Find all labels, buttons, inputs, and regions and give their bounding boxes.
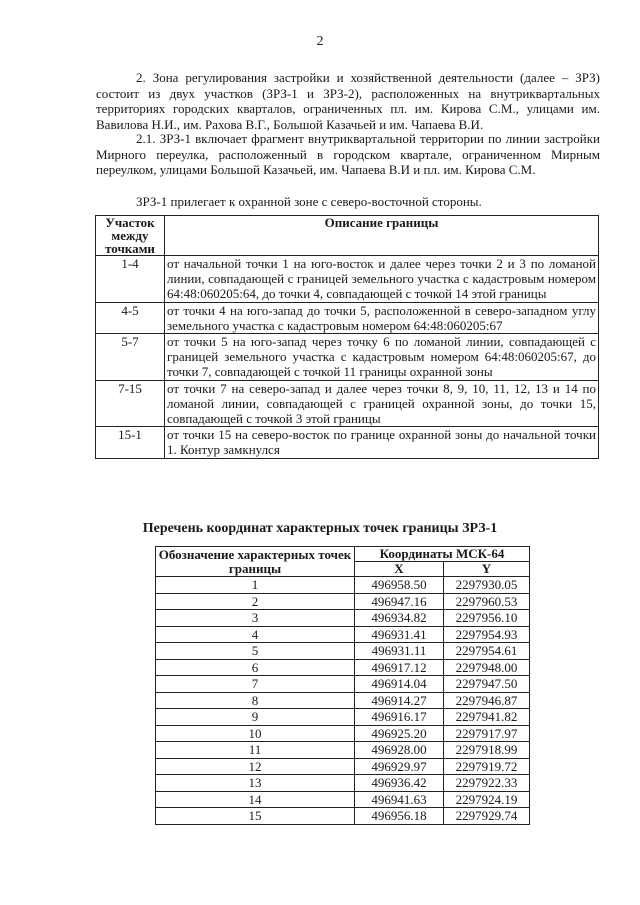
y-cell: 2297941.82 — [444, 709, 530, 726]
table-row — [96, 334, 599, 381]
point-cell: 1 — [156, 577, 355, 594]
table-row — [156, 725, 530, 742]
segment-cell: 4-5 — [96, 302, 165, 333]
boundary-description-table — [95, 215, 599, 459]
table-row — [156, 626, 530, 643]
table-row — [156, 709, 530, 726]
paragraph-zrz1-description: 2.1. ЗРЗ-1 включает фрагмент внутриквартальной территории по линии застройки Мирного переулка, расположенный в городском квартале, ограниченном Мирным переулком, улицами Большой Казачьей, им. Чапаева В.И и пл. им. Кирова С.М. — [96, 131, 600, 177]
y-cell: 2297930.05 — [444, 577, 530, 594]
header-segment: Участок между точками — [96, 216, 165, 256]
y-cell: 2297960.53 — [444, 593, 530, 610]
description-cell: от точки 5 на юго-запад через точку 6 по ломаной линии, совпадающей с границей земельного участка с кадастровым номером 64:48:060205:67, до точки 7, совпадающей с точкой 11 границы охранной зоны — [165, 334, 599, 381]
table-row — [96, 380, 599, 427]
paragraph-zrz1-adjacency: ЗРЗ-1 прилегает к охранной зоне с северо-восточной стороны. — [136, 194, 482, 209]
header-x: X — [355, 562, 444, 577]
point-cell: 6 — [156, 659, 355, 676]
table-row — [156, 775, 530, 792]
y-cell: 2297948.00 — [444, 659, 530, 676]
y-cell: 2297956.10 — [444, 610, 530, 627]
header-description: Описание границы — [165, 216, 599, 256]
table-row — [96, 256, 599, 303]
table-row — [96, 302, 599, 333]
x-cell: 496914.27 — [355, 692, 444, 709]
x-cell: 496914.04 — [355, 676, 444, 693]
point-cell: 7 — [156, 676, 355, 693]
x-cell: 496941.63 — [355, 791, 444, 808]
x-cell: 496929.97 — [355, 758, 444, 775]
x-cell: 496947.16 — [355, 593, 444, 610]
point-cell: 14 — [156, 791, 355, 808]
table-row — [156, 610, 530, 627]
x-cell: 496931.41 — [355, 626, 444, 643]
coordinates-title: Перечень координат характерных точек границы ЗРЗ-1 — [142, 521, 498, 536]
point-cell: 9 — [156, 709, 355, 726]
y-cell: 2297917.97 — [444, 725, 530, 742]
header-points: Обозначение характерных точек границы — [156, 547, 355, 577]
x-cell: 496931.11 — [355, 643, 444, 660]
point-cell: 10 — [156, 725, 355, 742]
y-cell: 2297929.74 — [444, 808, 530, 825]
point-cell: 13 — [156, 775, 355, 792]
x-cell: 496928.00 — [355, 742, 444, 759]
y-cell: 2297947.50 — [444, 676, 530, 693]
y-cell: 2297954.93 — [444, 626, 530, 643]
table-row — [96, 427, 599, 458]
description-cell: от точки 15 на северо-восток по границе охранной зоны до начальной точки 1. Контур замкнулся — [165, 427, 599, 458]
x-cell: 496916.17 — [355, 709, 444, 726]
header-coords: Координаты МСК-64 — [355, 547, 530, 562]
y-cell: 2297919.72 — [444, 758, 530, 775]
table-row — [156, 808, 530, 825]
table-row — [156, 643, 530, 660]
segment-cell: 1-4 — [96, 256, 165, 303]
table-header-row — [96, 216, 599, 256]
y-cell: 2297924.19 — [444, 791, 530, 808]
table-row — [156, 692, 530, 709]
point-cell: 11 — [156, 742, 355, 759]
y-cell: 2297922.33 — [444, 775, 530, 792]
point-cell: 8 — [156, 692, 355, 709]
table-row — [156, 676, 530, 693]
description-cell: от точки 7 на северо-запад и далее через точки 8, 9, 10, 11, 12, 13 и 14 по ломаной линии, совпадающей с границей охранной зоны, до точки 15, совпадающей с точкой 3 этой границы — [165, 380, 599, 427]
x-cell: 496956.18 — [355, 808, 444, 825]
table-header-row — [156, 547, 530, 562]
y-cell: 2297946.87 — [444, 692, 530, 709]
point-cell: 3 — [156, 610, 355, 627]
table-row — [156, 791, 530, 808]
description-cell: от начальной точки 1 на юго-восток и далее через точки 2 и 3 по ломаной линии, совпадающей с границей земельного участка с кадастровым номером 64:48:060205:64, до точки 4, совпадающей с точкой 14 этой границы — [165, 256, 599, 303]
paragraph-zone-description: 2. Зона регулирования застройки и хозяйственной деятельности (далее – ЗРЗ) состоит из двух участков (ЗРЗ-1 и ЗРЗ-2), расположенных на внутриквартальных территориях городских кварталов, ограниченных пл. им. Кирова С.М., улицами им. Вавилова Н.И., им. Рахова В.Г., Большой Казачьей и им. Чапаева В.И. — [96, 70, 600, 132]
segment-cell: 15-1 — [96, 427, 165, 458]
point-cell: 12 — [156, 758, 355, 775]
table-row — [156, 758, 530, 775]
header-y: Y — [444, 562, 530, 577]
point-cell: 2 — [156, 593, 355, 610]
description-cell: от точки 4 на юго-запад до точки 5, расположенной в северо-западном углу земельного участка с кадастровым номером 64:48:060205:67 — [165, 302, 599, 333]
segment-cell: 5-7 — [96, 334, 165, 381]
table-row — [156, 593, 530, 610]
coordinates-table — [155, 546, 530, 825]
x-cell: 496934.82 — [355, 610, 444, 627]
table-row — [156, 742, 530, 759]
y-cell: 2297954.61 — [444, 643, 530, 660]
x-cell: 496925.20 — [355, 725, 444, 742]
segment-cell: 7-15 — [96, 380, 165, 427]
table-row — [156, 659, 530, 676]
page-number: 2 — [316, 34, 324, 49]
point-cell: 5 — [156, 643, 355, 660]
point-cell: 4 — [156, 626, 355, 643]
y-cell: 2297918.99 — [444, 742, 530, 759]
table-row — [156, 577, 530, 594]
point-cell: 15 — [156, 808, 355, 825]
x-cell: 496936.42 — [355, 775, 444, 792]
x-cell: 496958.50 — [355, 577, 444, 594]
x-cell: 496917.12 — [355, 659, 444, 676]
